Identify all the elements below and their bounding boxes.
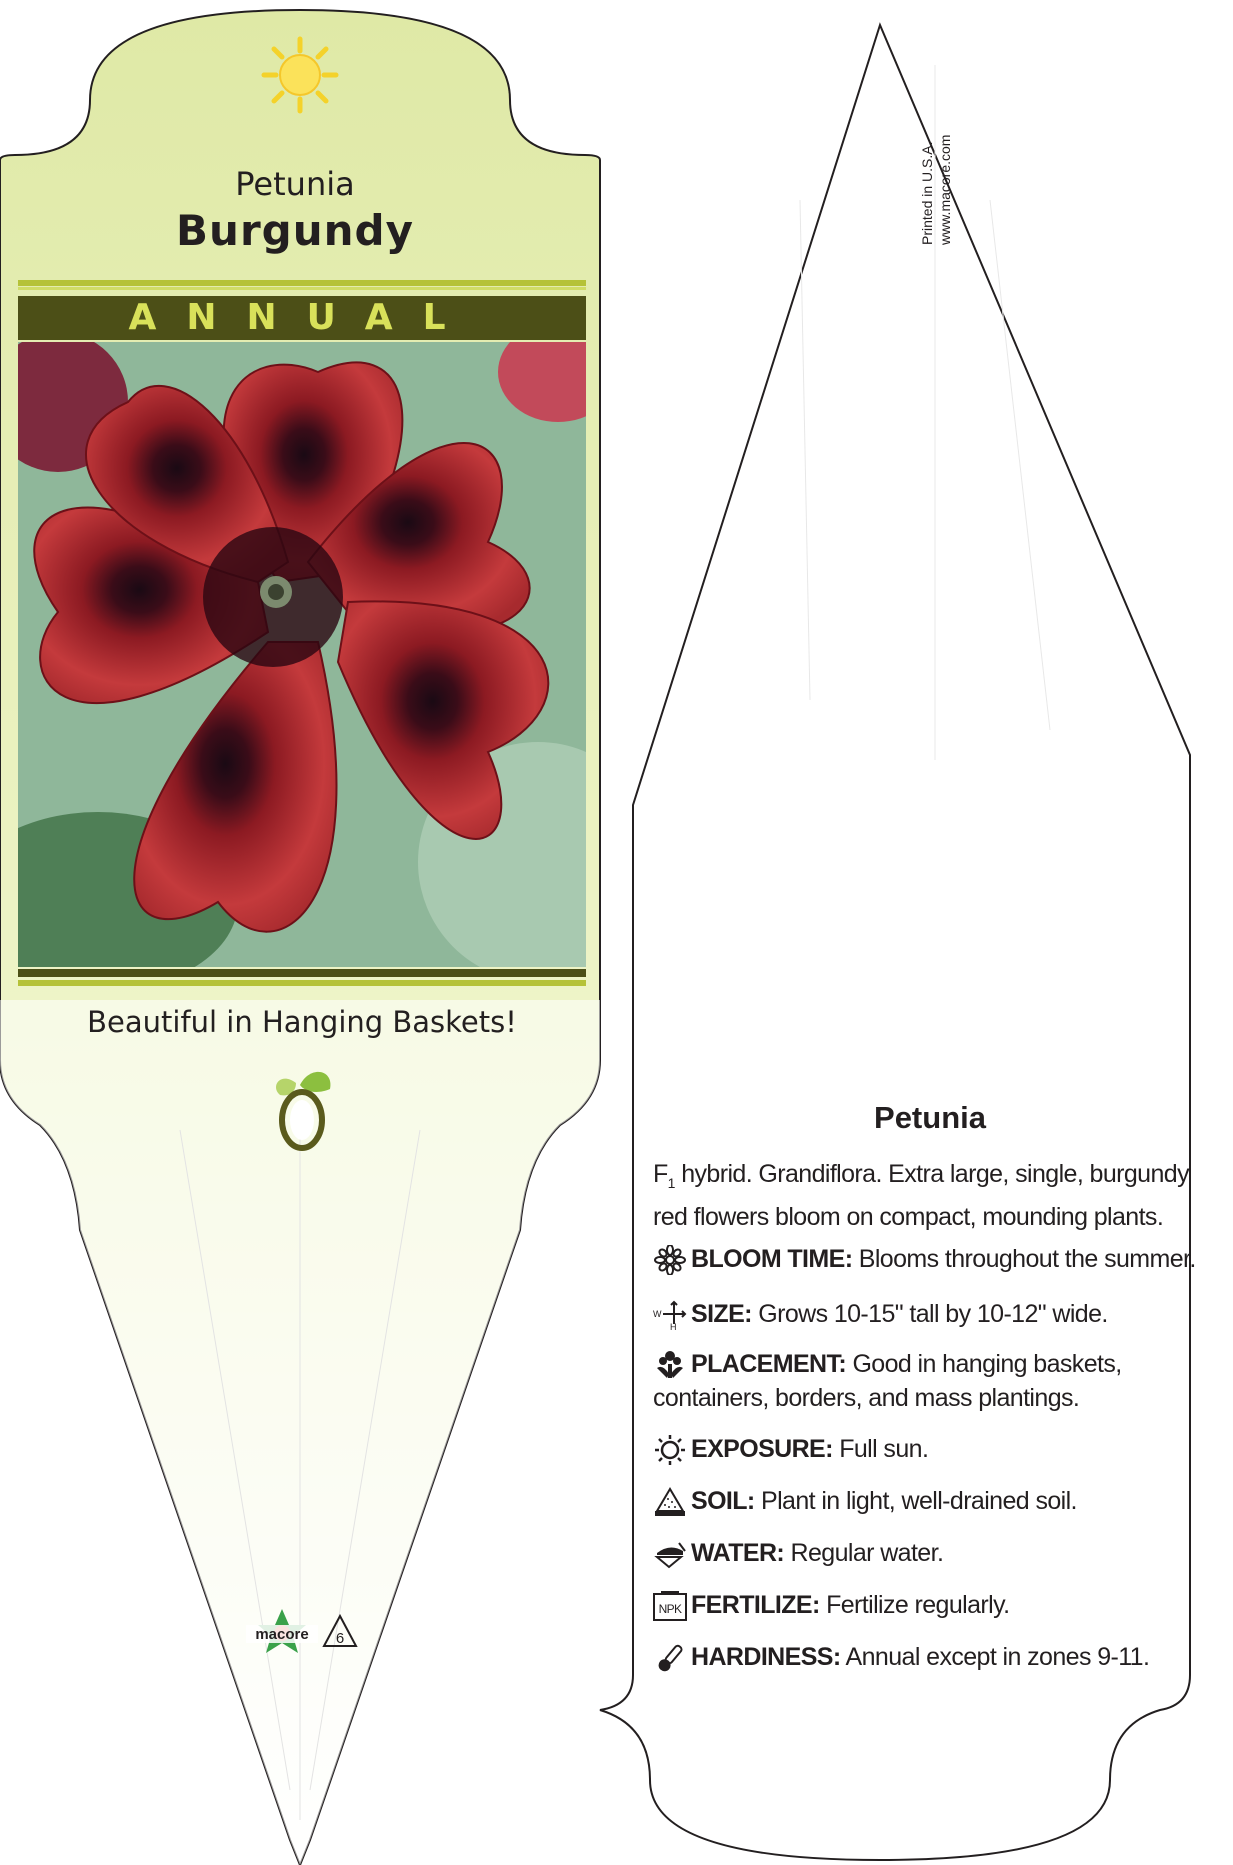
flower-photo [18,342,586,967]
care-row-size: W H SIZE: Grows 10-15" tall by 10-12" wide. [653,1300,1108,1331]
back-tag-outline [600,25,1190,1860]
seedling-logo-icon [270,1065,334,1155]
npk-icon [653,1591,687,1621]
watering-can-icon [653,1539,687,1569]
printed-website: www.macore.com [937,134,953,245]
recycle-icon [320,1612,360,1652]
care-row-bloom: BLOOM TIME: Blooms throughout the summer. [653,1242,1213,1276]
care-row-placement: PLACEMENT: Good in hanging baskets, containers, borders, and mass plantings. [653,1350,1122,1412]
svg-text:H: H [670,1322,676,1331]
sun-icon [260,35,340,115]
sun-outline-icon [653,1435,687,1465]
common-name: Petunia [235,165,355,203]
care-row-exposure: EXPOSURE: Full sun. [653,1432,1213,1466]
description: $F_1$ hybrid. Grandiflora. Extra large, single, burgundy red flowers bloom on compact, mounding plants. [653,1160,1189,1231]
care-row-hardiness: HARDINESS: Annual except in zones 9-11. [653,1640,1213,1674]
recycle-code: 6 [335,1630,345,1647]
flower-icon [653,1245,687,1275]
variety-name: Burgundy [176,206,414,255]
macore-brand-text: macore [255,1626,309,1643]
thermometer-icon [653,1643,687,1673]
soil-icon [653,1487,687,1517]
placement-plant-icon [653,1350,687,1380]
printed-country: Printed in U.S.A. [919,141,935,245]
printed-info [918,134,1028,281]
size-arrows-icon [653,1300,687,1330]
care-row-water: WATER: Regular water. [653,1536,1213,1570]
tagline: Beautiful in Hanging Baskets! [87,1005,517,1039]
category-label: ANNUAL [128,297,476,338]
svg-text:NPK: NPK [658,1602,682,1617]
svg-text:W: W [653,1309,661,1320]
care-row-soil: SOIL: Plant in light, well-drained soil. [653,1484,1213,1518]
care-row-fertilize: NPK FERTILIZE: Fertilize regularly. [653,1588,1213,1622]
macore-logo-icon [246,1605,318,1665]
back-title: Petunia [874,1100,986,1135]
